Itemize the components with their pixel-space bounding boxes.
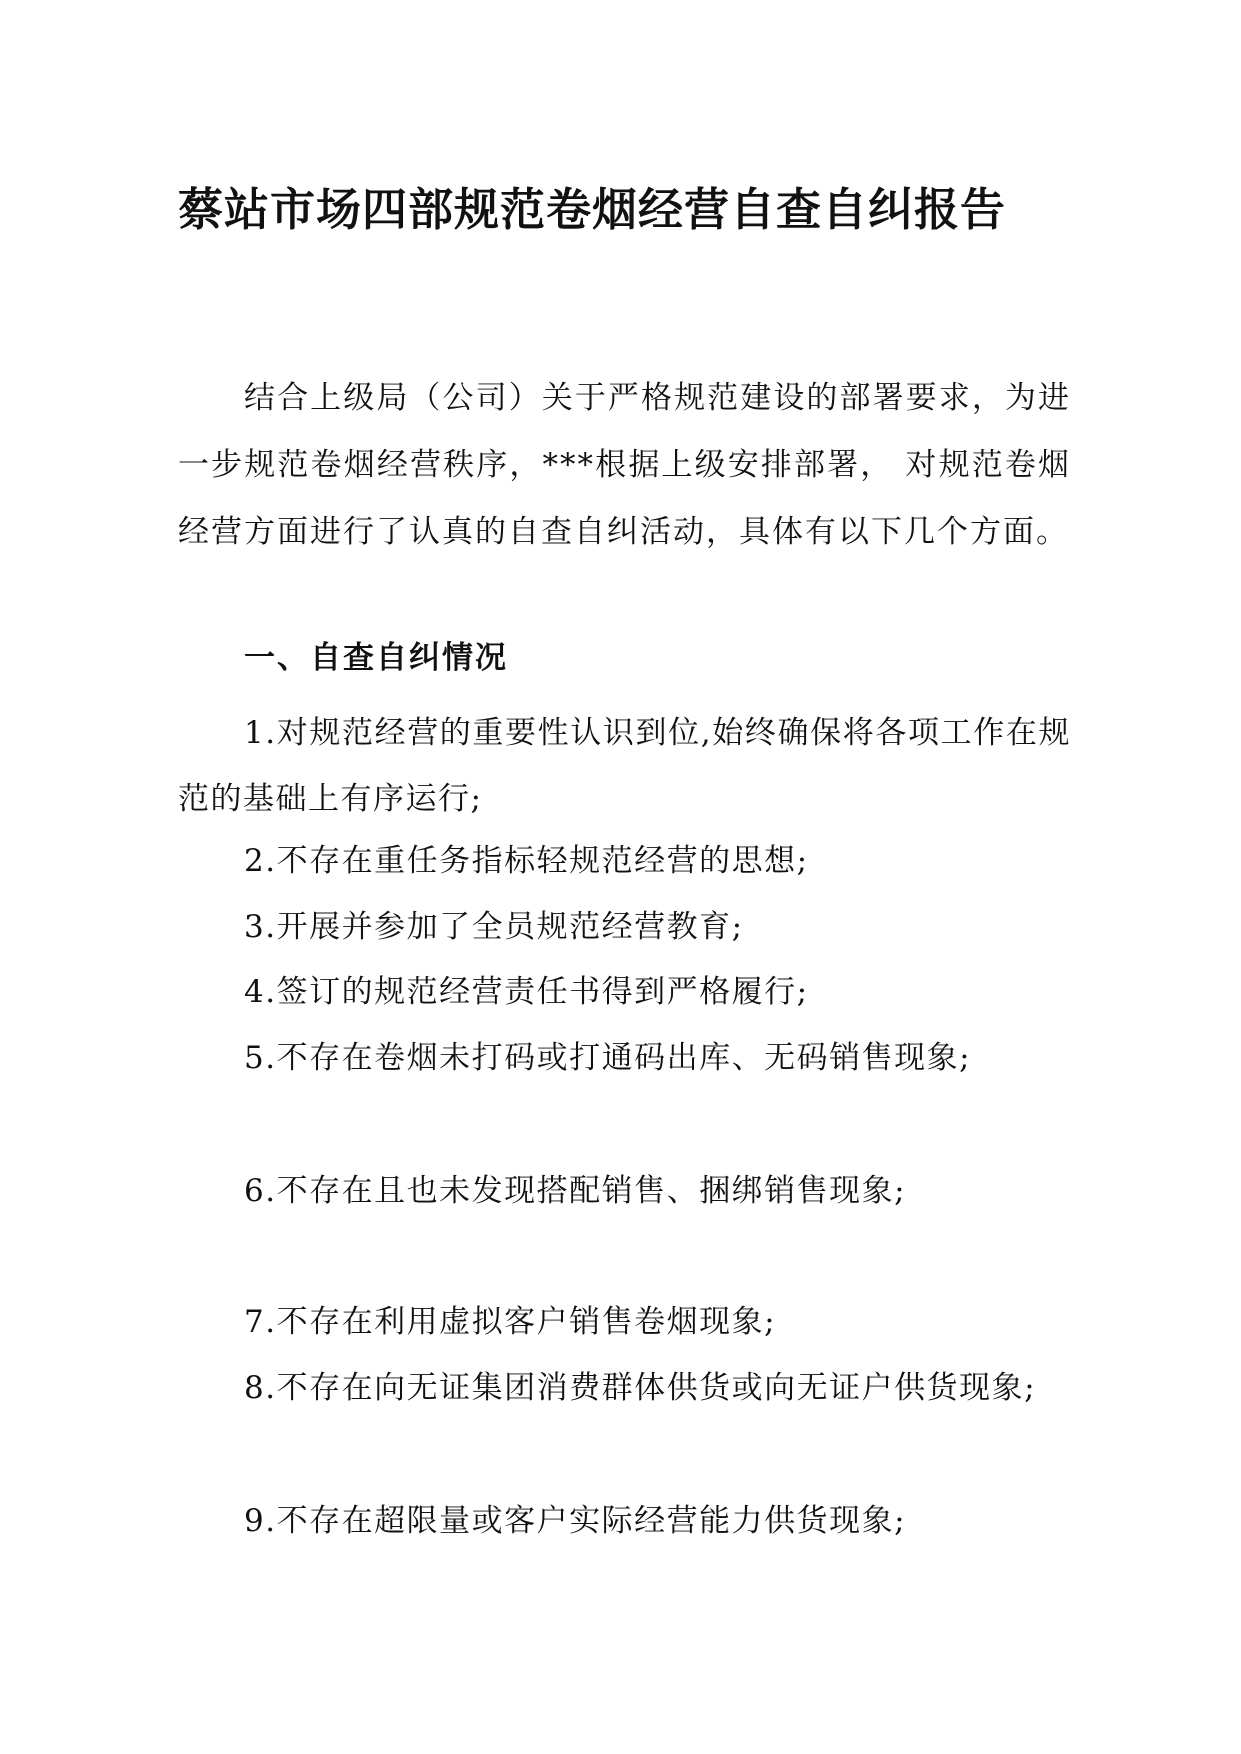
list-item: 3.开展并参加了全员规范经营教育; bbox=[244, 909, 744, 945]
list-item: 2.不存在重任务指标轻规范经营的思想; bbox=[244, 843, 809, 879]
list-item: 7.不存在利用虚拟客户销售卷烟现象; bbox=[244, 1304, 777, 1340]
list-item: 4.签订的规范经营责任书得到严格履行; bbox=[244, 974, 809, 1010]
intro-paragraph: 结合上级局（公司）关于严格规范建设的部署要求，为进一步规范卷烟经营秩序，***根据上级安排部署， 对规范卷烟经营方面进行了认真的自查自纠活动，具体有以下几个方面。 bbox=[178, 380, 1071, 550]
list-item: 6.不存在且也未发现搭配销售、捆绑销售现象; bbox=[244, 1173, 907, 1209]
list-item: 5.不存在卷烟未打码或打通码出库、无码销售现象; bbox=[244, 1040, 972, 1076]
document-title: 蔡站市场四部规范卷烟经营自查自纠报告 bbox=[178, 183, 1007, 236]
section-heading: 一、自查自纠情况 bbox=[244, 640, 508, 676]
list-item: 1.对规范经营的重要性认识到位,始终确保将各项工作在规范的基础上有序运行; bbox=[178, 715, 1071, 817]
list-item: 8.不存在向无证集团消费群体供货或向无证户供货现象; bbox=[244, 1370, 1037, 1406]
list-item: 9.不存在超限量或客户实际经营能力供货现象; bbox=[244, 1503, 907, 1539]
